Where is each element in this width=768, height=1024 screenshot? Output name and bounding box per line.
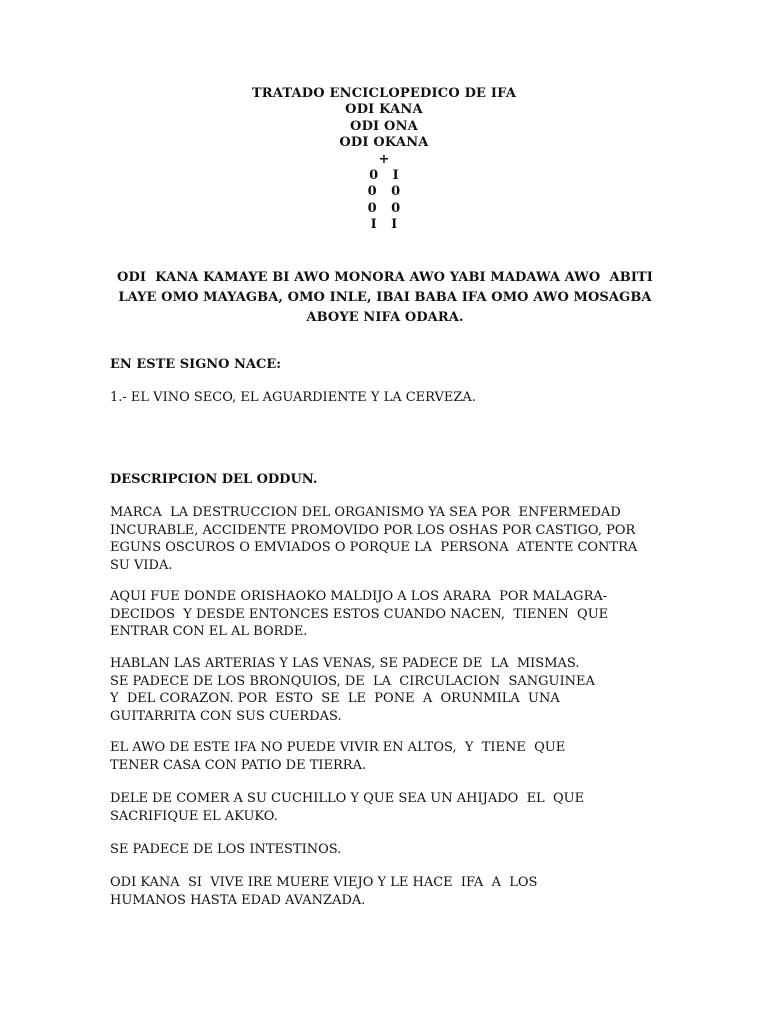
- paragraph: [110, 588, 670, 641]
- document-title: TRATADO ENCICLOPEDICO DE IFA: [251, 86, 517, 101]
- paragraph-line: Y DEL CORAZON. POR ESTO SE LE PONE A ORUNMILA UNA: [110, 691, 560, 706]
- paragraph-line: ODI KANA SI VIVE IRE MUERE VIEJO Y LE HACE IFA A LOS: [110, 875, 538, 890]
- paragraph-line: SE PADECE DE LOS BRONQUIOS, DE LA CIRCULACION SANGUINEA: [110, 673, 595, 689]
- paragraph-line: SU VIDA.: [110, 557, 173, 573]
- odu-mark-row: 0 0: [367, 200, 401, 216]
- paragraph-line: TENER CASA CON PATIO DE TIERRA.: [110, 757, 367, 773]
- paragraph-line: HABLAN LAS ARTERIAS Y LAS VENAS, SE PADECE DE LA MISMAS.: [110, 656, 580, 671]
- paragraph-line: INCURABLE, ACCIDENTE PROMOVIDO POR LOS OSHAS POR CASTIGO, POR: [110, 522, 636, 538]
- paragraph-line: EL AWO DE ESTE IFA NO PUEDE VIVIR EN ALTOS, Y TIENE QUE: [110, 740, 566, 755]
- paragraph: [110, 739, 670, 774]
- invocation-paragraph: [110, 268, 660, 328]
- invocation-line: ODI KANA KAMAYE BI AWO MONORA AWO YABI MADAWA AWO ABITI: [117, 270, 653, 285]
- paragraph-line: HUMANOS HASTA EDAD AVANZADA.: [110, 892, 366, 908]
- paragraph-line: AQUI FUE DONDE ORISHAOKO MALDIJO A LOS ARARA POR MALAGRA-: [110, 589, 608, 604]
- paragraph-line: DELE DE COMER A SU CUCHILLO Y QUE SEA UN AHIJADO EL QUE: [110, 791, 585, 806]
- invocation-line: LAYE OMO MAYAGBA, OMO INLE, IBAI BABA IFA OMO AWO MOSAGBA: [118, 290, 652, 305]
- paragraph: [110, 655, 670, 725]
- paragraph-line: ENTRAR CON EL AL BORDE.: [110, 624, 308, 639]
- paragraph-line: MARCA LA DESTRUCCION DEL ORGANISMO YA SEA POR ENFERMEDAD: [110, 505, 621, 520]
- descripcion-heading-text: DESCRIPCION DEL ODDUN.: [110, 472, 318, 487]
- paragraph-line: DECIDOS Y DESDE ENTONCES ESTOS CUANDO NACEN, TIENEN QUE: [110, 606, 609, 622]
- document-header: [0, 86, 768, 234]
- nace-heading-text: EN ESTE SIGNO NACE:: [110, 357, 282, 372]
- nace-item: [110, 389, 670, 407]
- paragraph: [110, 790, 670, 825]
- plus-sign: +: [378, 151, 390, 167]
- descripcion-heading: [110, 471, 670, 489]
- invocation-line: ABOYE NIFA ODARA.: [306, 310, 464, 325]
- paragraph: [110, 504, 670, 574]
- paragraph-line: SACRIFIQUE EL AKUKO.: [110, 808, 278, 824]
- paragraph-line: GUITARRITA CON SUS CUERDAS.: [110, 708, 342, 724]
- odu-name: ODI OKANA: [339, 135, 429, 151]
- paragraph-line: EGUNS OSCUROS O EMVIADOS O PORQUE LA PERSONA ATENTE CONTRA: [110, 540, 638, 555]
- odu-mark-row: 0 0: [367, 184, 401, 200]
- paragraph: [110, 841, 670, 859]
- paragraph-line: SE PADECE DE LOS INTESTINOS.: [110, 842, 342, 857]
- nace-heading: [110, 356, 670, 374]
- odu-name: ODI KANA: [345, 102, 423, 118]
- odu-name: ODI ONA: [350, 118, 418, 134]
- odu-mark-row: 0 I: [369, 168, 399, 184]
- nace-item-text: 1.- EL VINO SECO, EL AGUARDIENTE Y LA CERVEZA.: [110, 390, 476, 405]
- odu-mark-row: I I: [370, 217, 398, 233]
- paragraph: [110, 874, 670, 909]
